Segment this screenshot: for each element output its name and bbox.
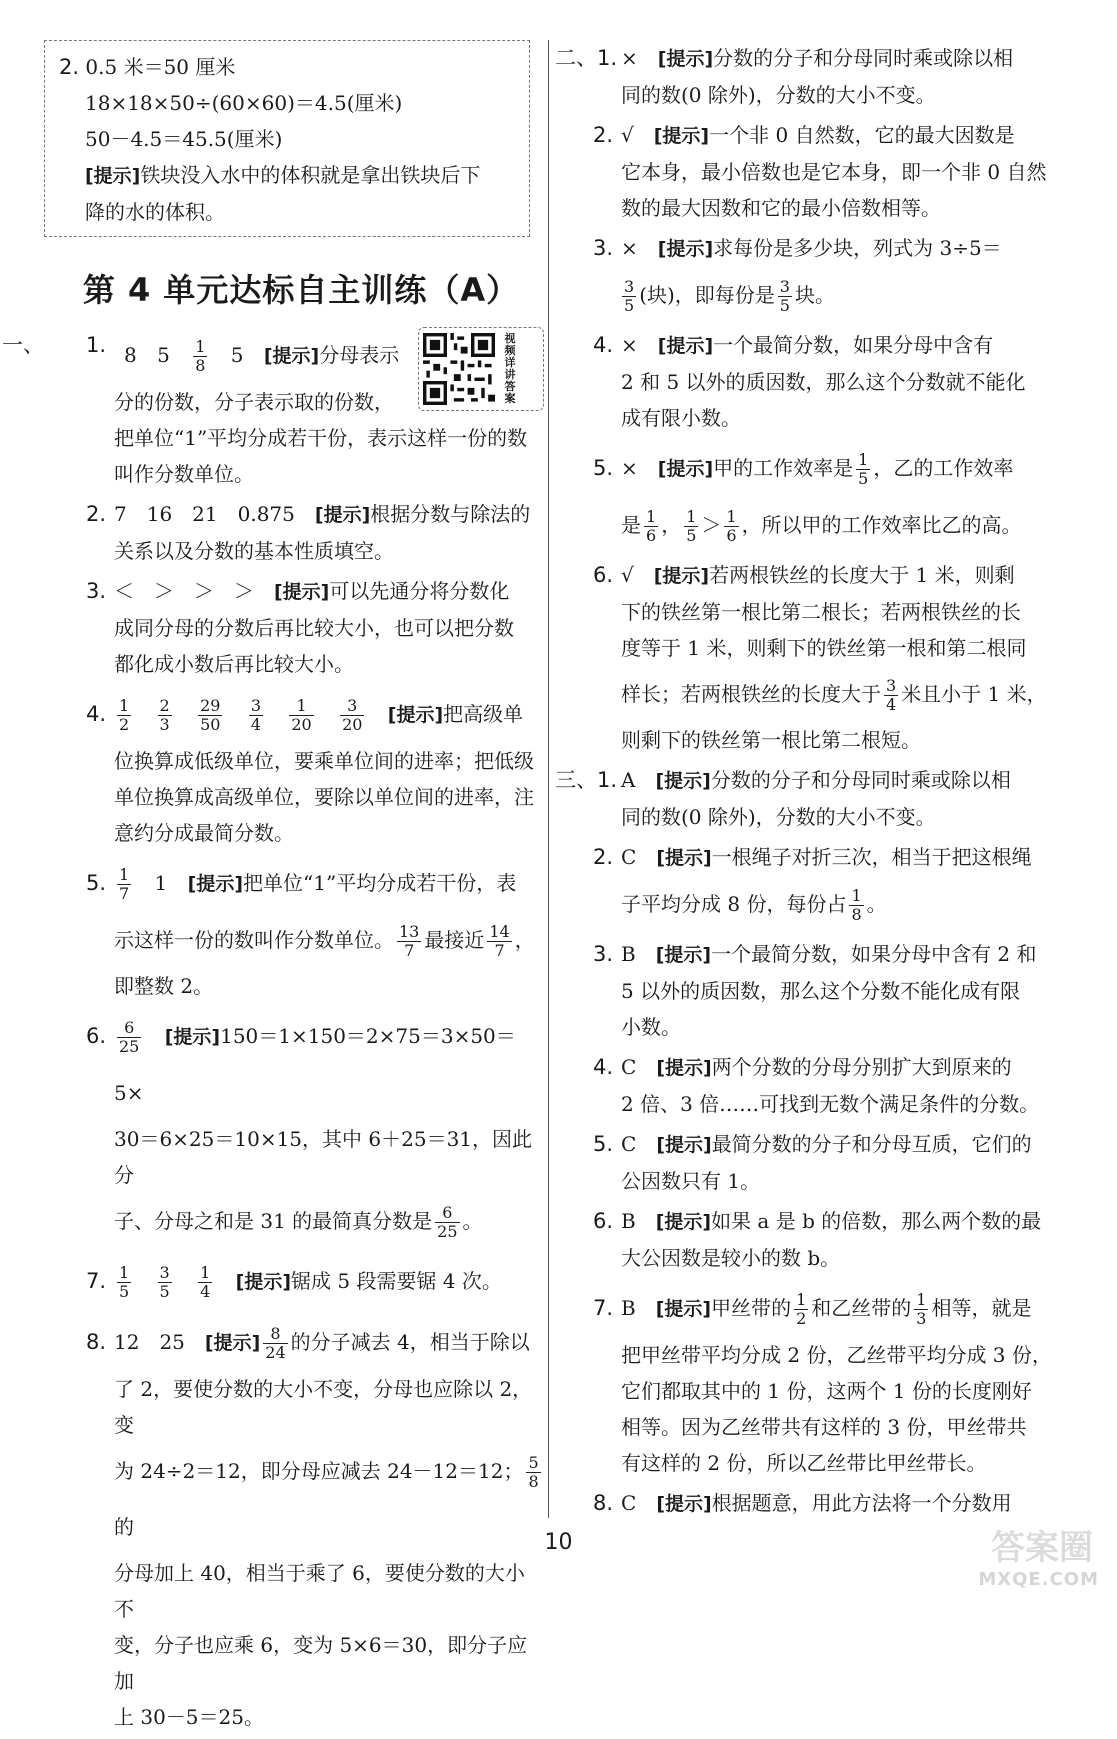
item-number: 3. xyxy=(86,579,107,603)
answer-item: 三、1. A [提示]分数的分子和分母同时乘或除以相 同的数(0 除外)，分数的大小不变。 xyxy=(565,762,1065,835)
fraction: $\frac{5}{8}$ xyxy=(528,1453,539,1491)
fraction: $\frac{1}{5}$ xyxy=(686,507,697,545)
item-number: 4. xyxy=(86,702,107,726)
fraction: $\frac{6}{25}$ xyxy=(119,1018,140,1056)
hint-text: 铁块没入水中的体积就是拿出铁块后下 xyxy=(140,163,481,187)
fraction: $\frac{1}{2}$ xyxy=(796,1290,807,1328)
answer-item: 8. C [提示]根据题意，用此方法将一个分数用 xyxy=(565,1485,1065,1522)
fraction: $\frac{1}{8}$ xyxy=(851,886,862,924)
watermark-logo: 答案圈 xyxy=(991,1528,1093,1568)
fraction: $\frac{1}{3}$ xyxy=(916,1290,927,1328)
fraction: $\frac{2}{3}$ xyxy=(159,696,170,734)
page-number: 10 xyxy=(544,1530,573,1555)
answer-item: 4. $\frac{1}{2}$ $\frac{2}{3}$ $\frac{29}{50}$ $\frac{3}{4}$ $\frac{1}{20}$ $\frac{3}{20}$ [提示]把高级单 位换算成低级单位，要乘单位间的进率；把低级 单位换算成高级单位，要除以单位间的进率，注 意约分成最简分数。 xyxy=(86,696,534,845)
answer-item: 5. × [提示]甲的工作效率是 $\frac{1}{5}$ ，乙的工作效率 是 $\frac{1}{6}$ ， $\frac{1}{5}$ ＞ $\frac{1}{6}$ ，所以甲的工作效率比乙的高。 xyxy=(593,450,1022,545)
item-number: 2. xyxy=(593,845,614,869)
fraction: $\frac{1}{6}$ xyxy=(726,507,737,545)
answer-item: 4. C [提示]两个分数的分母分别扩大到原来的 2 倍、3 倍……可找到无数个满足条件的分数。 xyxy=(565,1049,1065,1122)
item-number: 7. xyxy=(86,1269,107,1293)
item-number: 8. xyxy=(593,1491,614,1515)
fraction: $\frac{3}{4}$ xyxy=(886,676,897,714)
hint-label: [提示] xyxy=(263,345,320,367)
qr-label: 视频详讲答案 xyxy=(504,332,516,405)
item-number: 8. xyxy=(86,1330,107,1354)
right-column xyxy=(555,40,1065,1526)
fraction: $\frac{1}{4}$ xyxy=(200,1263,211,1301)
box-line: 50－4.5＝45.5(厘米) xyxy=(85,127,283,151)
answer-item: 6. $\frac{6}{25}$ [提示]150＝1×150＝2×75＝3×50＝5× 30＝6×25＝10×15，其中 6＋25＝31，因此分 子、分母之和是 31 的最简真分数是 $\frac{6}{25}$ 。 xyxy=(86,1018,533,1241)
box-line: 0.5 米＝50 厘米 xyxy=(85,55,236,79)
fraction: $\frac{1}{5}$ xyxy=(858,450,869,488)
fraction: $\frac{3}{5}$ xyxy=(779,277,790,315)
item-number: 6. xyxy=(86,1024,107,1048)
item-number: 2. xyxy=(59,55,80,79)
left-column xyxy=(2,40,544,1739)
hint-text: 降的水的体积。 xyxy=(85,200,225,224)
answer-item: 5. C [提示]最简分数的分子和分母互质，它们的 公因数只有 1。 xyxy=(565,1126,1065,1199)
watermark-text: MXQE.COM xyxy=(978,1569,1099,1590)
fraction: $\frac{1}{6}$ xyxy=(646,507,657,545)
fraction: $\frac{3}{5}$ xyxy=(624,277,635,315)
item-number: 4. xyxy=(593,333,614,357)
fraction: $\frac{3}{5}$ xyxy=(159,1263,170,1301)
answer-item: 6. √ [提示]若两根铁丝的长度大于 1 米，则剩 下的铁丝第一根比第二根长；若两根铁丝的长 度等于 1 米，则剩下的铁丝第一根和第二根同 样长；若两根铁丝的长度大于 $\frac{3}{4}$ 米且小于 1 米， 则剩下的铁丝第一根比第二根短。 xyxy=(565,557,1065,758)
qr-code[interactable] xyxy=(418,327,544,411)
item-number: 4. xyxy=(593,1055,614,1079)
fraction: $\frac{8}{24}$ xyxy=(265,1324,286,1362)
item-number: 3. xyxy=(593,236,614,260)
answer-item: 2. √ [提示]一个非 0 自然数，它的最大因数是 它本身，最小倍数也是它本身，即一个非 0 自然 数的最大因数和它的最小倍数相等。 xyxy=(565,117,1065,226)
item-number: 三、1. xyxy=(555,768,618,792)
item-number: 5. xyxy=(593,456,614,480)
answer-item: 一、 1. 视频详讲答案 8 5 $\frac{1}{8}$ 5 [提示]分母表示 分的份数，分子表示取的份数， 把单位“1”平均分成若干份，表示这样一份的数 叫作分数单位。 xyxy=(58,327,544,492)
item-number: 6. xyxy=(593,1209,614,1233)
answer-item: 3. ＜ ＞ ＞ ＞ [提示]可以先通分将分数化 成同分母的分数后再比较大小，也可以把分数 都化成小数后再比较大小。 xyxy=(58,573,544,682)
answer-item: 7. $\frac{1}{5}$ $\frac{3}{5}$ $\frac{1}{4}$ [提示]锯成 5 段需要锯 4 次。 xyxy=(86,1263,502,1301)
answer-item: 4. × [提示]一个最简分数，如果分母中含有 2 和 5 以外的质因数，那么这个分数就不能化 成有限小数。 xyxy=(565,327,1065,436)
hint-label: [提示] xyxy=(85,165,141,187)
item-number: 2. xyxy=(593,123,614,147)
item-number: 6. xyxy=(593,563,614,587)
answer-item: 3. × [提示]求每份是多少块，列式为 3÷5＝ $\frac{3}{5}$ (块)，即每份是 $\frac{3}{5}$ 块。 xyxy=(565,230,1065,323)
item-number: 5. xyxy=(593,1132,614,1156)
answer-item: 6. B [提示]如果 a 是 b 的倍数，那么两个数的最 大公因数是较小的数 b。 xyxy=(565,1203,1065,1276)
item-number: 二、1. xyxy=(555,46,618,70)
fraction: $\frac{1}{20}$ xyxy=(291,696,312,734)
fraction: $\frac{29}{50}$ xyxy=(200,696,221,734)
fraction: $\frac{1}{5}$ xyxy=(119,1263,130,1301)
item-number: 7. xyxy=(593,1296,614,1320)
fraction: $\frac{1}{2}$ xyxy=(119,696,130,734)
item-number: 3. xyxy=(593,942,614,966)
box-line: 18×18×50÷(60×60)＝4.5(厘米) xyxy=(85,91,403,115)
fraction: $\frac{6}{25}$ xyxy=(437,1203,458,1241)
answer-item: 7. B [提示]甲丝带的 $\frac{1}{2}$ 和乙丝带的 $\frac{1}{3}$ 相等，就是 把甲丝带平均分成 2 份，乙丝带平均分成 3 份， 它们都取其中的 1 份，这两个 1 份的长度刚好 相等。因为乙丝带共有这样的 3 份，甲丝带共 有这样的 2 份，所以乙丝带比甲丝带长。 xyxy=(593,1290,1052,1475)
item-number: 5. xyxy=(86,871,107,895)
item-number: 2. xyxy=(86,502,107,526)
fraction: $\frac{14}{7}$ xyxy=(489,922,510,960)
fraction: $\frac{13}{7}$ xyxy=(399,922,420,960)
section-title: 第 4 单元达标自主训练（A） xyxy=(82,271,520,309)
answer-item: 2. 7 16 21 0.875 [提示]根据分数与除法的 关系以及分数的基本性质填空。 xyxy=(58,496,544,569)
watermark xyxy=(949,1520,1099,1590)
fraction: $\frac{3}{4}$ xyxy=(250,696,261,734)
answer-item: 3. B [提示]一个最简分数，如果分母中含有 2 和 5 以外的质因数，那么这个分数不能化成有限 小数。 xyxy=(565,936,1065,1045)
continued-answer-box xyxy=(44,40,530,237)
fraction: $\frac{1}{8}$ xyxy=(195,337,206,375)
fraction: $\frac{1}{7}$ xyxy=(119,865,130,903)
answer-item: 8. 12 25 [提示] $\frac{8}{24}$ 的分子减去 4，相当于除以 了 2，要使分数的大小不变，分母也应除以 2，变 为 24÷2＝12，即分母应减去 24－12＝12； $\frac{5}{8}$ 的 分母加上 40，相当于乘了 6，要使分数的大小不 变，分子也应乘 6，变为 5×6＝30，即分子应加 上 30－5＝25。 xyxy=(86,1324,539,1729)
answer-item: 5. $\frac{1}{7}$ 1 [提示]把单位“1”平均分成若干份，表 示这样一份的数叫作分数单位。 $\frac{13}{7}$ 最接近 $\frac{14}{7}$ ， 即整数 2。 xyxy=(86,865,535,998)
qr-code-icon xyxy=(423,333,495,405)
section-number: 一、 xyxy=(2,333,44,357)
answer-item: 2. C [提示]一根绳子对折三次，相当于把这根绳 子平均分成 8 份，每份占 $\frac{1}{8}$ 。 xyxy=(565,839,1065,932)
answer-item: 二、1. × [提示]分数的分子和分母同时乘或除以相 同的数(0 除外)，分数的大小不变。 xyxy=(565,40,1065,113)
item-number: 1. xyxy=(86,333,107,357)
fraction: $\frac{3}{20}$ xyxy=(342,696,363,734)
column-divider xyxy=(548,40,549,1518)
